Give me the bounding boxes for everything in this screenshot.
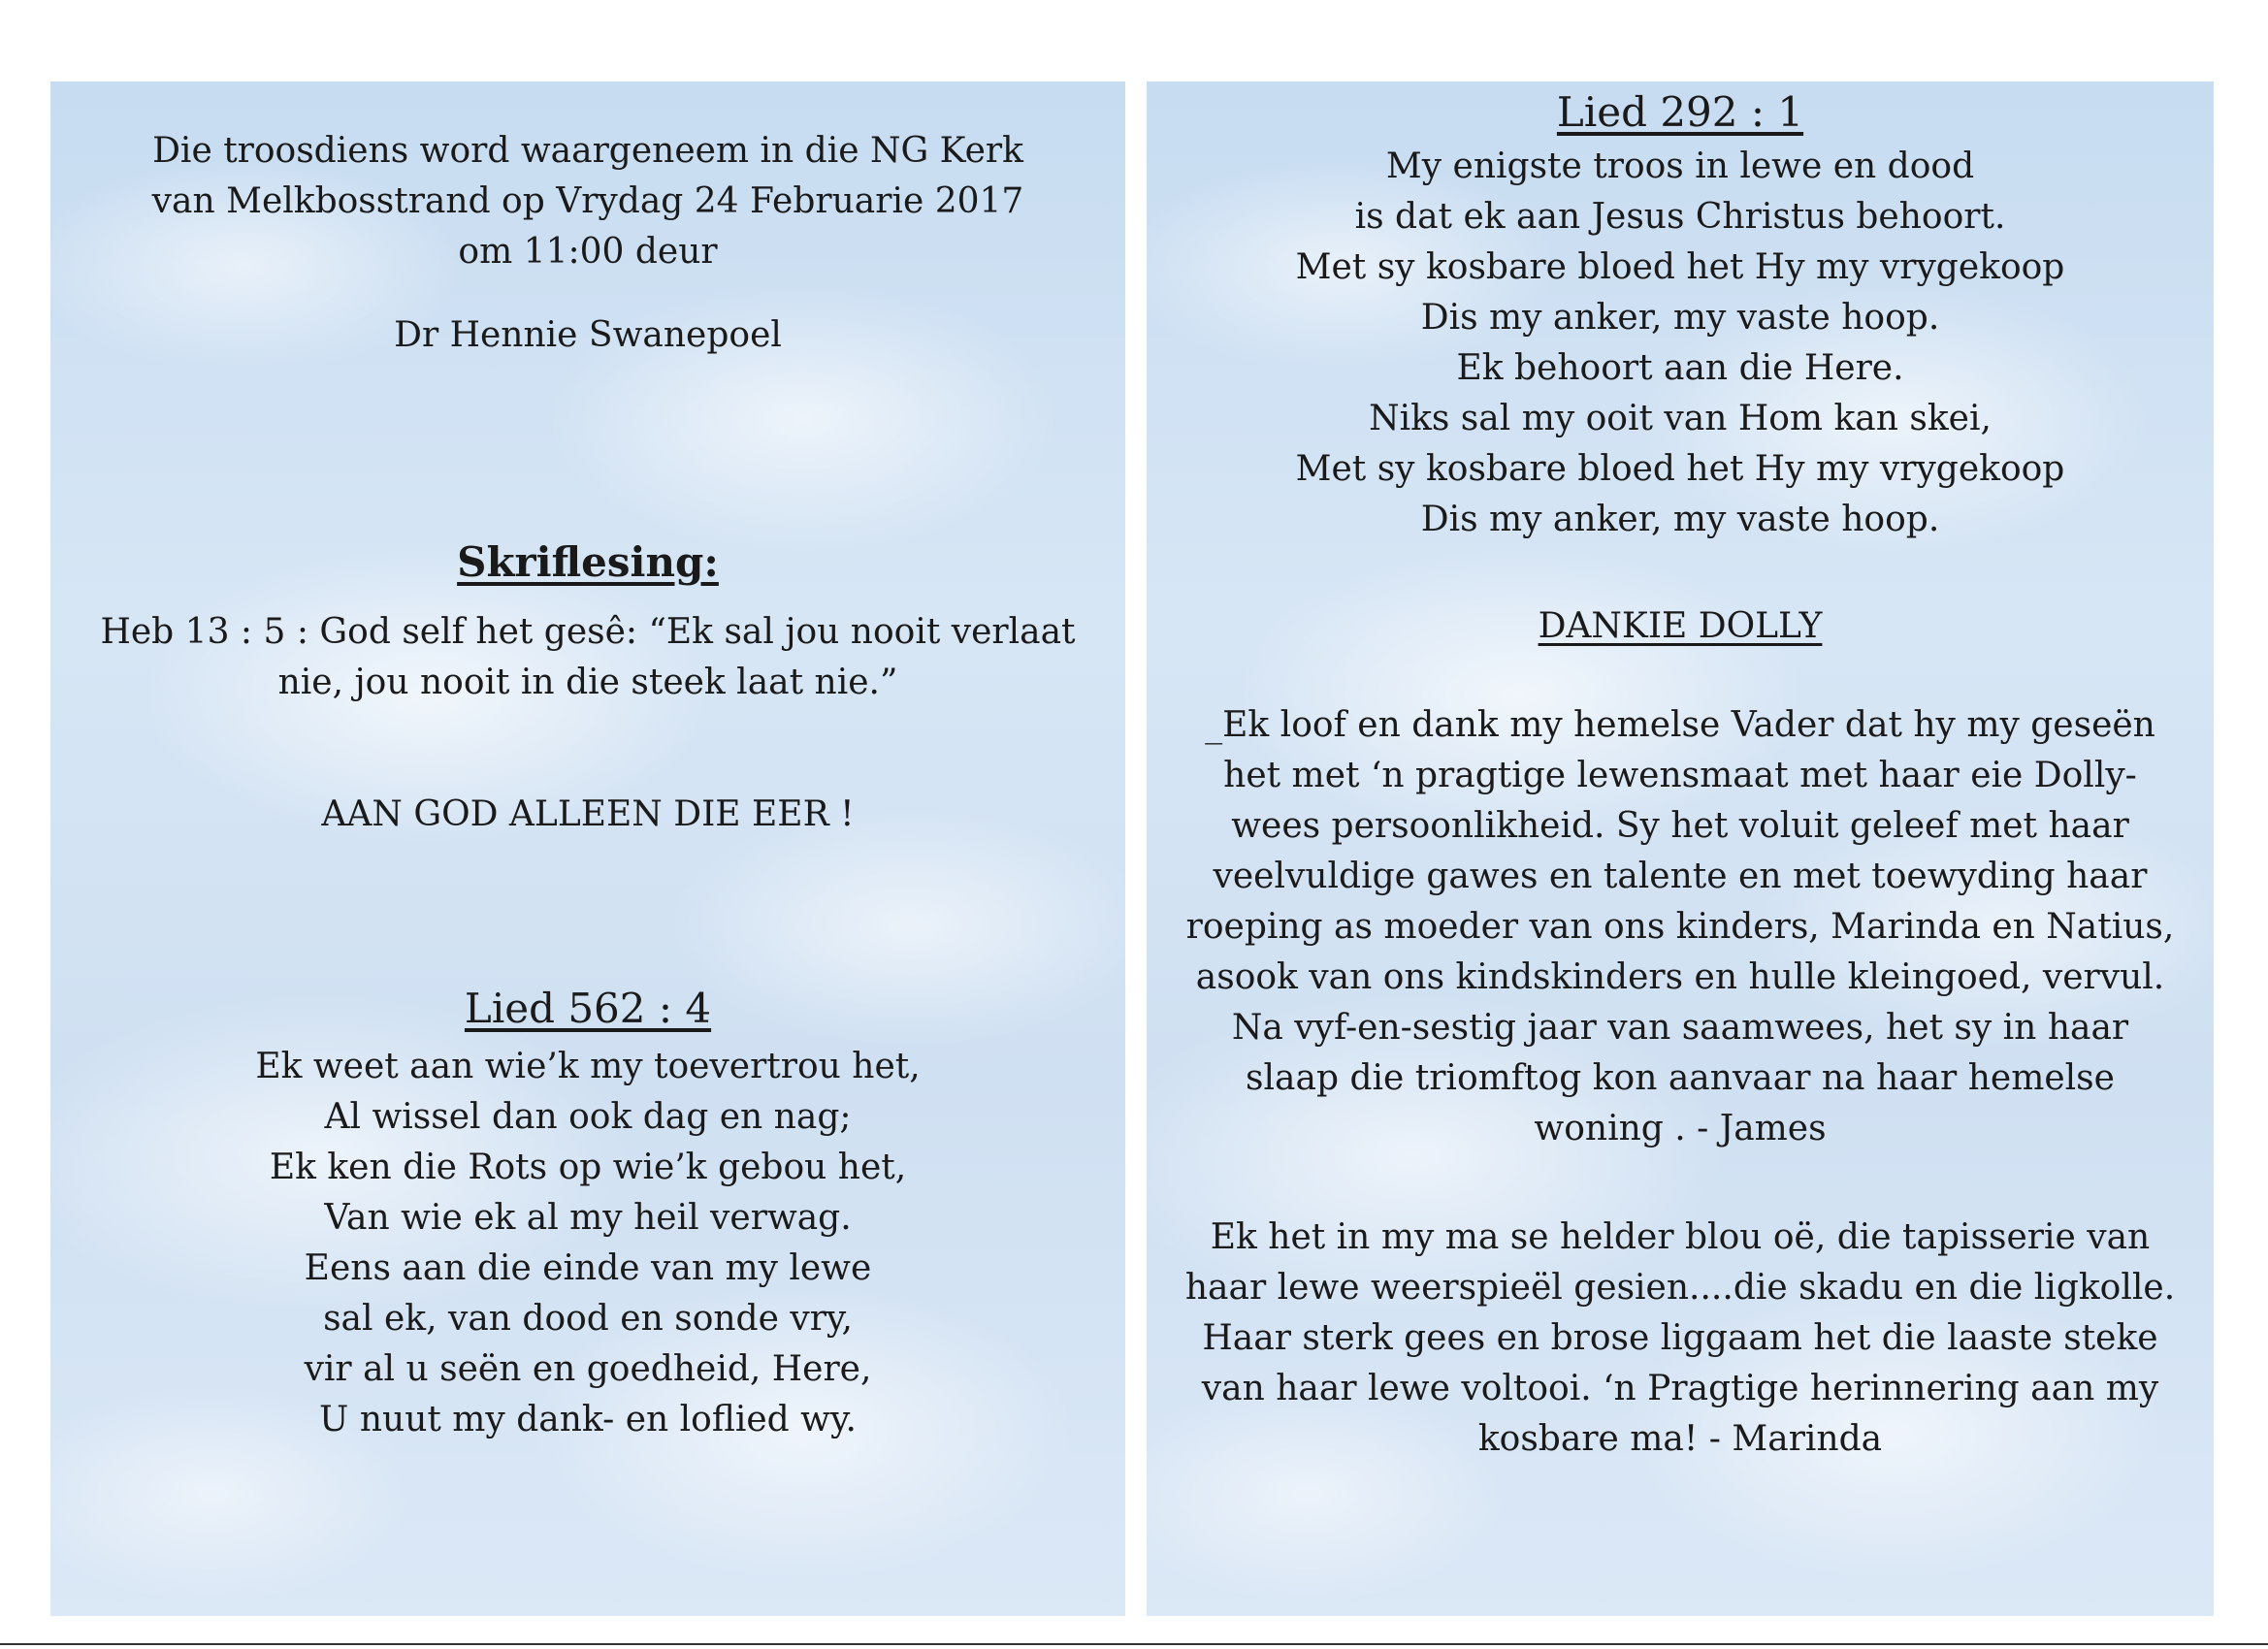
tribute-heading: DANKIE DOLLY xyxy=(1538,606,1823,646)
hymn-verse-right xyxy=(1147,142,2214,545)
hymn-title-left: Lied 562 : 4 xyxy=(464,985,712,1032)
hymn-line: Met sy kosbare bloed het Hy my vrygekoop xyxy=(1295,247,2065,287)
tribute-line: kosbare ma! - Marinda xyxy=(1477,1419,1883,1459)
tribute-line: slaap die triomftog kon aanvaar na haar hemelse xyxy=(1246,1058,2115,1098)
tribute-line: het met ‘n pragtige lewensmaat met haar eie Dolly- xyxy=(1223,756,2137,795)
left-panel xyxy=(50,81,1125,1616)
tribute-james xyxy=(1147,700,2214,1154)
hymn-line: is dat ek aan Jesus Christus behoort. xyxy=(1354,197,2006,237)
right-panel xyxy=(1147,81,2214,1616)
tribute-line: woning . - James xyxy=(1534,1109,1827,1148)
tribute-marinda xyxy=(1147,1212,2214,1465)
reading-line: Heb 13 : 5 : God self het gesê: “Ek sal jou nooit verlaat xyxy=(100,612,1076,652)
intro-line: om 11:00 deur xyxy=(458,232,718,272)
hymn-line: Eens aan die einde van my lewe xyxy=(304,1248,872,1288)
hymn-title-right: Lied 292 : 1 xyxy=(1556,88,1804,136)
motto: AAN GOD ALLEEN DIE EER ! xyxy=(321,794,855,834)
hymn-line: vir al u seën en goedheid, Here, xyxy=(304,1349,872,1389)
service-intro xyxy=(50,126,1125,277)
hymn-line: Van wie ek al my heil verwag. xyxy=(324,1198,852,1238)
tribute-line: _Ek loof en dank my hemelse Vader dat hy my geseën xyxy=(1205,705,2155,745)
hymn-line: My enigste troos in lewe en dood xyxy=(1385,146,1975,186)
intro-line: van Melkbosstrand op Vrydag 24 Februarie 2017 xyxy=(151,181,1024,221)
hymn-line: Al wissel dan ook dag en nag; xyxy=(324,1097,852,1137)
tribute-line: van haar lewe voltooi. ‘n Pragtige herinnering aan my xyxy=(1201,1369,2159,1408)
intro-line: Die troosdiens word waargeneem in die NG Kerk xyxy=(152,131,1023,171)
tribute-line: asook van ons kindskinders en hulle kleingoed, vervul. xyxy=(1195,957,2165,997)
hymn-line: U nuut my dank- en loflied wy. xyxy=(319,1400,857,1439)
reading-heading: Skriflesing: xyxy=(457,538,719,586)
tribute-line: roeping as moeder van ons kinders, Marinda en Natius, xyxy=(1185,907,2175,947)
hymn-line: Ek behoort aan die Here. xyxy=(1456,348,1904,388)
hymn-line: Dis my anker, my vaste hoop. xyxy=(1420,500,1940,539)
tribute-line: haar lewe weerspieël gesien....die skadu en die ligkolle. xyxy=(1184,1268,2176,1308)
tribute-line: veelvuldige gawes en talente en met toewyding haar xyxy=(1213,857,2148,896)
hymn-line: sal ek, van dood en sonde vry, xyxy=(323,1299,853,1339)
scripture-reading xyxy=(50,607,1125,708)
minister-name: Dr Hennie Swanepoel xyxy=(394,315,782,355)
hymn-line: Met sy kosbare bloed het Hy my vrygekoop xyxy=(1295,449,2065,489)
tribute-line: Na vyf-en-sestig jaar van saamwees, het sy in haar xyxy=(1231,1008,2129,1048)
hymn-line: Ek ken die Rots op wie’k gebou het, xyxy=(269,1148,907,1187)
tribute-line: wees persoonlikheid. Sy het voluit geleef met haar xyxy=(1231,806,2129,846)
tribute-line: Haar sterk gees en brose liggaam het die laaste steke xyxy=(1202,1318,2158,1358)
hymn-line: Ek weet aan wie’k my toevertrou het, xyxy=(255,1047,921,1086)
scan-edge-line xyxy=(0,1643,2268,1645)
reading-line: nie, jou nooit in die steek laat nie.” xyxy=(277,663,898,702)
hymn-line: Niks sal my ooit van Hom kan skei, xyxy=(1369,399,1992,438)
hymn-line: Dis my anker, my vaste hoop. xyxy=(1420,298,1940,338)
hymn-verse-left xyxy=(50,1042,1125,1445)
tribute-line: Ek het in my ma se helder blou oë, die tapisserie van xyxy=(1210,1217,2151,1257)
